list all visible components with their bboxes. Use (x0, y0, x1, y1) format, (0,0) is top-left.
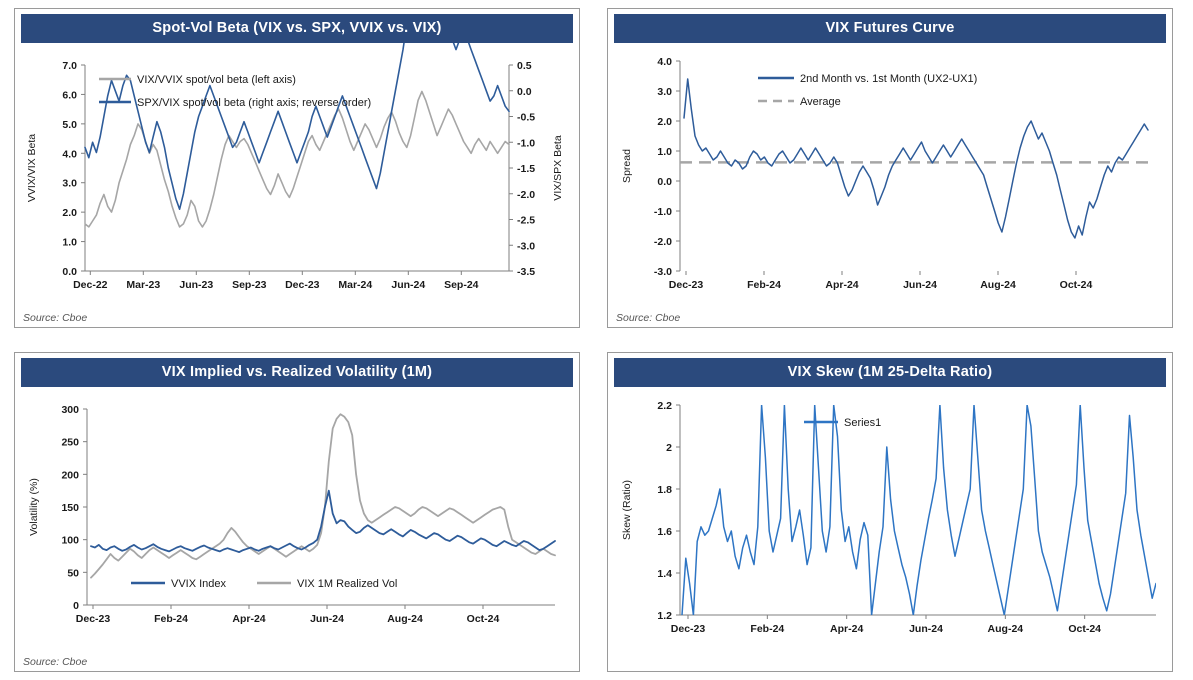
svg-text:Sep-24: Sep-24 (444, 279, 479, 291)
svg-text:0: 0 (73, 600, 79, 612)
svg-text:Oct-24: Oct-24 (1068, 623, 1102, 635)
svg-text:Apr-24: Apr-24 (232, 613, 266, 625)
panel-spot-vol-beta (14, 8, 580, 328)
svg-text:Sep-23: Sep-23 (232, 279, 267, 291)
svg-text:4.0: 4.0 (62, 148, 77, 161)
svg-text:250: 250 (61, 436, 79, 449)
svg-text:-0.5: -0.5 (517, 111, 536, 124)
svg-text:Series1: Series1 (844, 417, 882, 429)
svg-text:-1.0: -1.0 (653, 206, 672, 218)
plot-implied-vs-realized (15, 387, 579, 657)
svg-text:Dec-23: Dec-23 (285, 279, 320, 291)
svg-text:3.0: 3.0 (62, 177, 77, 190)
svg-text:2.0: 2.0 (657, 116, 672, 128)
svg-text:Jun-23: Jun-23 (179, 279, 214, 291)
svg-text:Apr-24: Apr-24 (830, 623, 864, 635)
svg-text:1.6: 1.6 (657, 526, 672, 538)
svg-text:VIX 1M Realized Vol: VIX 1M Realized Vol (297, 578, 398, 590)
svg-text:Jun-24: Jun-24 (903, 279, 937, 291)
svg-text:-3.0: -3.0 (653, 266, 672, 278)
svg-text:-2.0: -2.0 (517, 188, 536, 201)
plot-vix-skew (608, 387, 1172, 657)
panel-vix-futures-curve (607, 8, 1173, 328)
svg-text:Feb-24: Feb-24 (750, 623, 785, 635)
svg-text:1.2: 1.2 (657, 610, 672, 622)
chart-svg-implied-vs-realized (15, 387, 579, 655)
svg-text:-2.5: -2.5 (517, 214, 536, 227)
svg-text:VIX/VVIX spot/vol beta (left a: VIX/VVIX spot/vol beta (left axis) (137, 74, 296, 86)
svg-text:2.0: 2.0 (62, 207, 77, 220)
svg-text:Jun-24: Jun-24 (310, 613, 344, 625)
panel-implied-vs-realized (14, 352, 580, 672)
svg-text:3.0: 3.0 (657, 86, 672, 98)
source-note-1: Source: Cboe (23, 312, 88, 324)
svg-text:Dec-23: Dec-23 (75, 613, 111, 625)
svg-text:0.0: 0.0 (517, 85, 532, 98)
svg-text:Dec-23: Dec-23 (670, 623, 706, 635)
svg-text:Jun-24: Jun-24 (391, 279, 426, 291)
svg-text:-3.0: -3.0 (517, 240, 536, 253)
svg-text:150: 150 (61, 502, 79, 514)
chart-svg-vix-skew (608, 387, 1172, 655)
svg-text:2.2: 2.2 (657, 400, 672, 412)
svg-text:0.5: 0.5 (517, 60, 532, 72)
svg-text:1.8: 1.8 (657, 484, 672, 496)
svg-text:1.0: 1.0 (62, 236, 77, 249)
svg-text:200: 200 (61, 469, 79, 482)
panel-vix-skew (607, 352, 1173, 672)
svg-text:100: 100 (61, 534, 79, 547)
svg-text:Dec-23: Dec-23 (668, 279, 704, 291)
svg-text:-1.5: -1.5 (517, 163, 536, 175)
source-note-2: Source: Cboe (616, 312, 681, 324)
svg-text:Dec-22: Dec-22 (73, 279, 108, 291)
svg-text:Spread: Spread (621, 149, 633, 183)
svg-text:Feb-24: Feb-24 (154, 613, 188, 625)
svg-text:Oct-24: Oct-24 (1059, 279, 1093, 291)
svg-text:VIX/SPX Beta: VIX/SPX Beta (552, 135, 564, 201)
chart-svg-spot-vol-beta (15, 43, 579, 311)
source-note-3: Source: Cboe (23, 656, 88, 668)
svg-text:Aug-24: Aug-24 (387, 613, 423, 625)
svg-text:5.0: 5.0 (62, 118, 77, 131)
svg-text:Oct-24: Oct-24 (466, 613, 500, 625)
svg-text:1.4: 1.4 (657, 568, 672, 580)
plot-vix-futures-curve (608, 43, 1172, 313)
panel-title-implied-vs-realized: VIX Implied vs. Realized Volatility (1M) (21, 358, 573, 387)
svg-text:Jun-24: Jun-24 (909, 623, 943, 635)
svg-text:50: 50 (67, 567, 79, 580)
plot-spot-vol-beta (15, 43, 579, 313)
svg-text:300: 300 (61, 404, 79, 416)
svg-text:Mar-23: Mar-23 (126, 279, 161, 291)
svg-text:Volatility (%): Volatility (%) (28, 478, 40, 536)
svg-text:Aug-24: Aug-24 (987, 623, 1024, 635)
svg-text:Aug-24: Aug-24 (980, 279, 1016, 291)
svg-text:-2.0: -2.0 (653, 236, 672, 248)
chart-svg-vix-futures-curve (608, 43, 1172, 311)
svg-text:1.0: 1.0 (657, 146, 672, 158)
svg-text:Skew (Ratio): Skew (Ratio) (621, 479, 633, 541)
svg-text:-3.5: -3.5 (517, 266, 536, 278)
svg-text:Mar-24: Mar-24 (338, 279, 373, 291)
svg-text:6.0: 6.0 (62, 89, 77, 102)
panel-title-vix-skew: VIX Skew (1M 25-Delta Ratio) (614, 358, 1166, 387)
svg-text:2: 2 (666, 442, 672, 454)
svg-text:7.0: 7.0 (62, 60, 77, 72)
panel-title-vix-futures-curve: VIX Futures Curve (614, 14, 1166, 43)
svg-text:VVIX/VIX Beta: VVIX/VIX Beta (26, 133, 38, 203)
svg-text:Average: Average (800, 96, 841, 108)
svg-text:4.0: 4.0 (657, 56, 672, 68)
svg-text:Apr-24: Apr-24 (825, 279, 859, 291)
svg-text:2nd Month vs. 1st Month (UX2-U: 2nd Month vs. 1st Month (UX2-UX1) (800, 73, 978, 85)
svg-text:Feb-24: Feb-24 (747, 279, 781, 291)
panel-title-spot-vol-beta: Spot-Vol Beta (VIX vs. SPX, VVIX vs. VIX) (21, 14, 573, 43)
svg-text:0.0: 0.0 (62, 266, 77, 278)
svg-text:0.0: 0.0 (657, 176, 672, 188)
svg-text:-1.0: -1.0 (517, 137, 536, 150)
svg-text:SPX/VIX spot/vol beta (right a: SPX/VIX spot/vol beta (right axis; reverse order) (137, 97, 372, 109)
svg-text:VVIX Index: VVIX Index (171, 578, 227, 590)
